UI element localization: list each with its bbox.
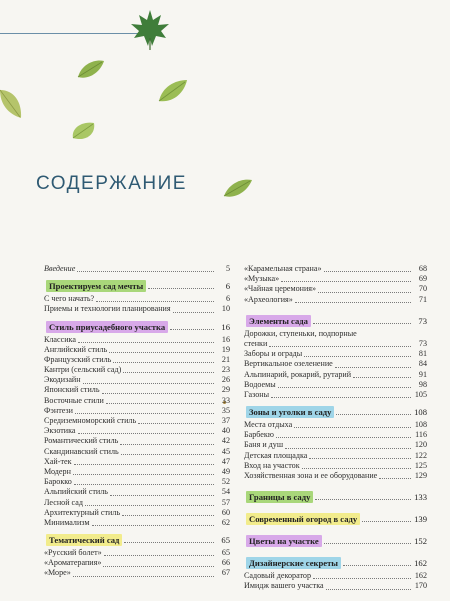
toc-entry-page: 81 (418, 349, 427, 359)
toc-entry-page: 73 (418, 338, 427, 348)
toc-entry-label: «Чайная церемония» (244, 284, 317, 294)
toc-entry-label: Вход на участок (244, 460, 300, 470)
toc-entry[interactable] (44, 477, 230, 487)
toc-entry[interactable] (244, 274, 427, 284)
toc-section-heading[interactable] (244, 491, 427, 503)
toc-entry-page: 65 (221, 548, 230, 558)
toc-entry[interactable] (44, 569, 230, 579)
section-page: 6 (225, 281, 230, 292)
toc-entry-label: Минимализм (44, 517, 90, 527)
toc-entry[interactable] (44, 548, 230, 558)
section-title: Цветы на участке (246, 535, 322, 547)
toc-entry-label: Средиземноморский стиль (44, 416, 137, 426)
toc-entry-label: «Море» (44, 568, 71, 578)
toc-entry-page: 21 (221, 354, 230, 364)
toc-entry[interactable] (44, 498, 230, 508)
toc-entry-page: 70 (418, 284, 427, 294)
toc-entry[interactable] (244, 329, 427, 349)
toc-entry[interactable] (44, 558, 230, 568)
toc-entry[interactable] (44, 518, 230, 528)
toc-entry-page: 116 (415, 430, 427, 440)
toc-entry[interactable] (44, 508, 230, 518)
toc-entry-page: 42 (221, 436, 230, 446)
toc-entry[interactable] (44, 264, 230, 274)
page-title: СОДЕРЖАНИЕ (36, 173, 187, 194)
toc-entry[interactable] (244, 349, 427, 359)
section-page: 73 (418, 315, 427, 326)
toc-entry[interactable] (44, 487, 230, 497)
toc-entry-label: Газоны (244, 389, 270, 399)
toc-entry-label: Модерн (44, 466, 71, 476)
toc-entry[interactable] (244, 370, 427, 380)
toc-entry-label: Экодизайн (44, 375, 81, 385)
toc-entry[interactable] (44, 436, 230, 446)
leaf-icon (0, 86, 24, 120)
section-page: 133 (414, 492, 427, 503)
section-title: Границы в саду (246, 491, 313, 503)
toc-entry[interactable] (244, 571, 427, 581)
toc-entry[interactable] (44, 294, 230, 304)
maple-leaf-icon (128, 8, 172, 52)
toc-entry[interactable] (244, 461, 427, 471)
toc-entry-page: 71 (418, 294, 427, 304)
toc-entry-page: 66 (221, 558, 230, 568)
toc-entry-page: 170 (414, 581, 427, 591)
toc-entry-label: «Русский болет» (44, 548, 102, 558)
leaf-icon (76, 58, 106, 80)
toc-entry-page: 35 (221, 405, 230, 415)
toc-entry-label: Введение (44, 263, 76, 273)
toc-entry-label: «Археология» (244, 294, 293, 304)
toc-entry-page: 125 (414, 460, 427, 470)
toc-entry-label: Экзотика (44, 426, 76, 436)
toc-entry-label: «Музыка» (244, 274, 280, 284)
toc-entry-label: Приемы и технологии планирования (44, 304, 171, 314)
toc-entry[interactable] (44, 447, 230, 457)
toc-entry-label: Лесной сад (44, 497, 83, 507)
toc-entry[interactable] (244, 380, 427, 390)
section-title: Тематический сад (46, 534, 122, 546)
toc-section-heading[interactable] (244, 406, 427, 418)
toc-entry[interactable] (244, 359, 427, 369)
toc-entry[interactable] (44, 365, 230, 375)
toc-entry-label: Альпийский стиль (44, 487, 108, 497)
toc-entry-label: Английский стиль (44, 344, 108, 354)
section-page: 139 (414, 514, 427, 525)
toc-entry-page: 40 (221, 426, 230, 436)
section-title: Зоны и уголки в саду (246, 406, 334, 418)
toc-entry-label: Барбекю (244, 430, 274, 440)
toc-entry-page: 129 (414, 471, 427, 480)
toc-entry[interactable] (44, 375, 230, 385)
toc-entry[interactable] (244, 451, 427, 461)
toc-entry-page: 62 (221, 517, 230, 527)
toc-entry[interactable] (44, 304, 230, 314)
toc-entry-page: 33 (221, 395, 230, 405)
toc-section-heading[interactable] (44, 280, 230, 292)
toc-entry-label: Кантри (сельский сад) (44, 365, 122, 375)
toc-entry[interactable] (44, 406, 230, 416)
toc-entry-page: 108 (414, 420, 427, 430)
toc-entry-page: 29 (221, 385, 230, 395)
toc-entry[interactable] (44, 396, 230, 406)
toc-entry-page: 37 (221, 416, 230, 426)
toc-entry[interactable] (44, 457, 230, 467)
toc-section-heading[interactable] (44, 534, 230, 546)
toc-entry-label: Хай-тек (44, 456, 72, 466)
toc-entry-page: 23 (221, 365, 230, 375)
toc-entry-page: 5 (225, 263, 230, 273)
toc-entry-label: С чего начать? (44, 294, 95, 304)
toc-section-heading[interactable] (244, 315, 427, 327)
toc-entry-page: 67 (221, 568, 230, 578)
toc-entry-page: 16 (221, 334, 230, 344)
toc-left-column (44, 264, 230, 579)
toc-entry-page: 120 (414, 440, 427, 450)
section-title: Дизайнерские секреты (246, 557, 341, 569)
toc-entry-label: Вертикальное озеленение (244, 359, 333, 369)
toc-entry-label: «Ароматерапия» (44, 558, 102, 568)
section-page: 152 (414, 536, 427, 547)
section-title: Элементы сада (246, 315, 311, 327)
toc-entry-page: 69 (418, 274, 427, 284)
toc-entry-label: Водоемы (244, 379, 276, 389)
toc-entry[interactable] (244, 264, 427, 274)
toc-section-heading[interactable] (244, 535, 427, 547)
toc-section-heading[interactable] (244, 513, 427, 525)
toc-entry[interactable] (244, 440, 427, 450)
toc-entry[interactable] (244, 430, 427, 440)
toc-entry-label: Барокко (44, 477, 72, 487)
toc-entry-page: 49 (221, 466, 230, 476)
toc-entry-page: 105 (414, 389, 427, 399)
toc-entry-page: 54 (221, 487, 230, 497)
toc-entry-page: 91 (418, 369, 427, 379)
toc-entry[interactable] (244, 581, 427, 591)
toc-entry-label: Японский стиль (44, 385, 100, 395)
leaf-icon (70, 120, 98, 142)
toc-entry-page: 84 (418, 359, 427, 369)
toc-entry[interactable] (244, 471, 427, 481)
section-title: Стиль приусадебного участка (46, 321, 168, 333)
toc-entry-page: 10 (221, 304, 230, 314)
toc-entry-label: Детская площадка (244, 450, 308, 460)
toc-entry-page: 19 (221, 344, 230, 354)
toc-entry-label: Места отдыха (244, 420, 293, 430)
toc-entry-label: Восточные стили (44, 395, 104, 405)
toc-entry-label: Архитектурный стиль (44, 507, 121, 517)
toc-entry[interactable] (244, 284, 427, 294)
section-title: Проектируем сад мечты (46, 280, 146, 292)
toc-entry[interactable] (44, 335, 230, 345)
toc-entry[interactable] (44, 467, 230, 477)
toc-entry-page: 45 (221, 446, 230, 456)
toc-entry-label: Заборы и ограды (244, 349, 303, 359)
toc-entry-page: 57 (221, 497, 230, 507)
toc-entry-label: Имидж вашего участка (244, 581, 324, 591)
toc-entry-page: 6 (225, 294, 230, 304)
toc-entry[interactable] (44, 345, 230, 355)
toc-section-heading[interactable] (44, 321, 230, 333)
toc-entry-label: Фэнтези (44, 405, 73, 415)
toc-entry-page: 122 (414, 450, 427, 460)
toc-entry-label: Дорожки, ступеньки, подпорные (244, 328, 357, 338)
toc-entry-page: 162 (414, 571, 427, 581)
toc-entry[interactable] (44, 416, 230, 426)
toc-entry-page: 98 (418, 379, 427, 389)
toc-entry[interactable] (44, 355, 230, 365)
toc-entry-page: 52 (221, 477, 230, 487)
toc-entry-label: Французский стиль (44, 354, 112, 364)
section-page: 16 (221, 321, 230, 332)
leaf-icon (222, 177, 254, 199)
section-page: 162 (414, 558, 427, 569)
toc-right-column (244, 264, 427, 592)
toc-entry-page: 47 (221, 456, 230, 466)
section-title: Современный огород в саду (246, 513, 360, 525)
toc-entry-page: 68 (418, 263, 427, 273)
section-page: 108 (414, 407, 427, 418)
toc-entry-label-continued: стенки (244, 338, 268, 348)
toc-entry[interactable] (44, 426, 230, 436)
toc-entry[interactable] (44, 386, 230, 396)
toc-entry[interactable] (244, 420, 427, 430)
toc-entry-label: Баня и душ (244, 440, 284, 450)
toc-entry-label: Садовый декоратор (244, 571, 312, 581)
section-page: 65 (221, 535, 230, 546)
toc-entry-label: Скандинавский стиль (44, 446, 119, 456)
toc-entry-page: 26 (221, 375, 230, 385)
toc-entry-label: Романтический стиль (44, 436, 119, 446)
toc-entry[interactable] (244, 390, 427, 400)
toc-entry[interactable] (244, 295, 427, 305)
toc-entry-label: Альпинарий, рокарий, рутарий (244, 369, 352, 379)
toc-entry-label: Классика (44, 334, 76, 344)
toc-section-heading[interactable] (244, 557, 427, 569)
toc-entry-page: 60 (221, 507, 230, 517)
leaf-icon (157, 78, 189, 104)
toc-entry-label: Хозяйственная зона и ее оборудование (244, 471, 378, 480)
toc-entry-label: «Карамельная страна» (244, 263, 322, 273)
